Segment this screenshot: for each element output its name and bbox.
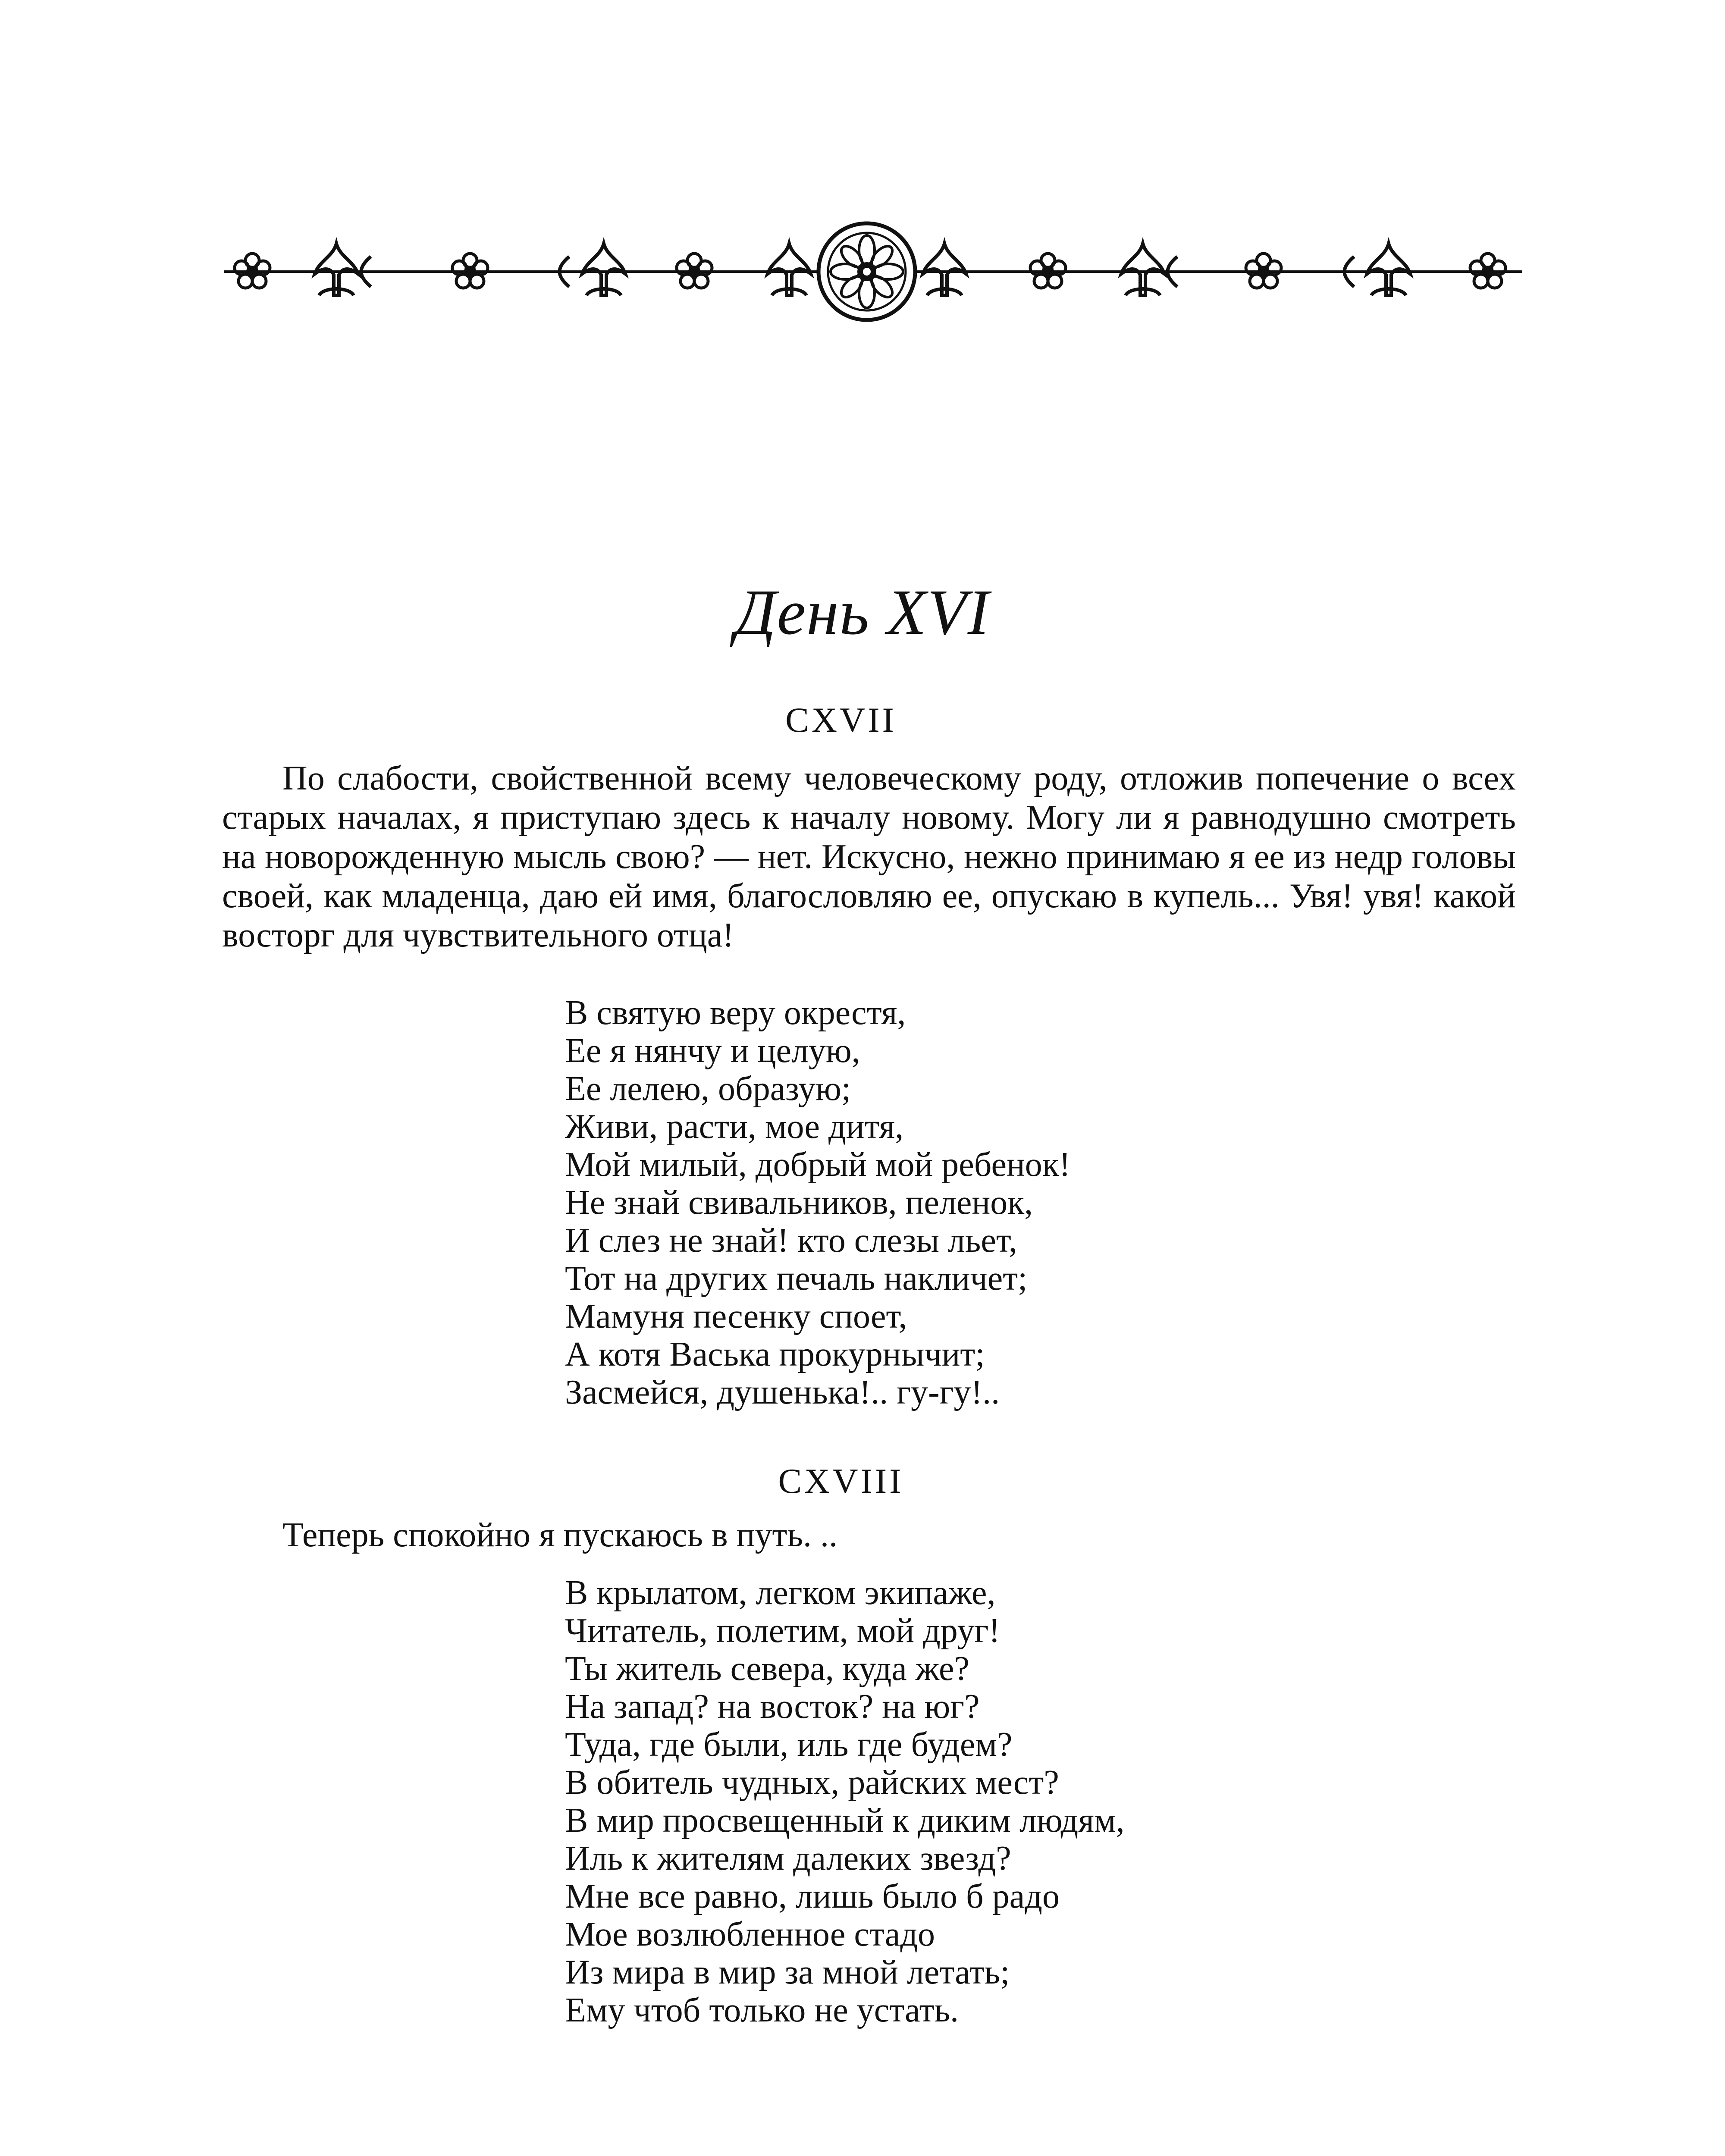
section-cxvii-verse: [565, 994, 1070, 1411]
verse-line: В крылатом, легком экипаже,: [565, 1574, 996, 1612]
verse-line: И слез не знай! кто слезы льет,: [565, 1222, 1017, 1260]
section-cxviii-verse: [565, 1574, 1125, 2029]
verse-line: Ты житель севера, куда же?: [565, 1650, 970, 1688]
verse-line: Мой милый, добрый мой ребенок!: [565, 1146, 1071, 1184]
lily-ornament-icon: [923, 244, 966, 295]
verse-line: В обитель чудных, райских мест?: [565, 1764, 1059, 1802]
verse-line: Ее лелею, образую;: [565, 1070, 851, 1108]
prose-paragraph: По слабости, свойственной всему человеческому роду, отложив попечение о всех старых началах, я приступаю здесь к началу новому. Могу ли я равнодушно смотреть на новорожденную мысль свою? — нет. Искусно, нежно принимаю я ее из недр головы своей, как младенца, даю ей имя, благословляю ее, опускаю в купель... Увя! увя! какой восторг для чувствительного отца!: [222, 759, 1516, 954]
section-cxviii-lead: Теперь спокойно я пускаюсь в путь. ..: [282, 1516, 837, 1554]
verse-line: Мамуня песенку споет,: [565, 1297, 907, 1335]
verse-line: Читатель, полетим, мой друг!: [565, 1612, 1000, 1650]
verse-line: Не знай свивальников, пеленок,: [565, 1184, 1033, 1222]
lily-ornament-icon: [582, 244, 625, 295]
lily-ornament-icon: [1121, 244, 1164, 295]
central-rosette-icon: [819, 223, 915, 320]
verse-line: Ему чтоб только не устать.: [565, 1991, 959, 2029]
lily-ornament-icon: [768, 244, 811, 295]
section-cxvii-prose: [222, 759, 1516, 955]
verse-line: Туда, где были, иль где будем?: [565, 1726, 1013, 1764]
verse-line: Засмейся, душенька!.. гу-гу!..: [565, 1373, 1000, 1411]
verse-line: Из мира в мир за мной летать;: [565, 1953, 1010, 1991]
verse-line: Тот на других печаль накличет;: [565, 1260, 1028, 1297]
verse-line: Ее я нянчу и целую,: [565, 1032, 860, 1070]
verse-line: На запад? на восток? на юг?: [565, 1688, 980, 1726]
verse-line: А котя Васька прокурнычит;: [565, 1335, 985, 1373]
lily-ornament-icon: [315, 244, 358, 295]
decorative-floral-border: [216, 216, 1531, 345]
verse-line: Мое возлюбленное стадо: [565, 1915, 935, 1953]
verse-line: В святую веру окрестя,: [565, 994, 906, 1032]
verse-line: В мир просвещенный к диким людям,: [565, 1802, 1125, 1839]
verse-line: Мне все равно, лишь было б радо: [565, 1877, 1060, 1915]
section-heading-cxviii: CXVIII: [778, 1461, 904, 1501]
section-heading-cxvii: CXVII: [785, 700, 897, 740]
verse-line: Иль к жителям далеких звезд?: [565, 1839, 1011, 1877]
lily-ornament-icon: [1367, 244, 1410, 295]
page-title: День XVI: [735, 577, 990, 648]
verse-line: Живи, расти, мое дитя,: [565, 1108, 904, 1146]
